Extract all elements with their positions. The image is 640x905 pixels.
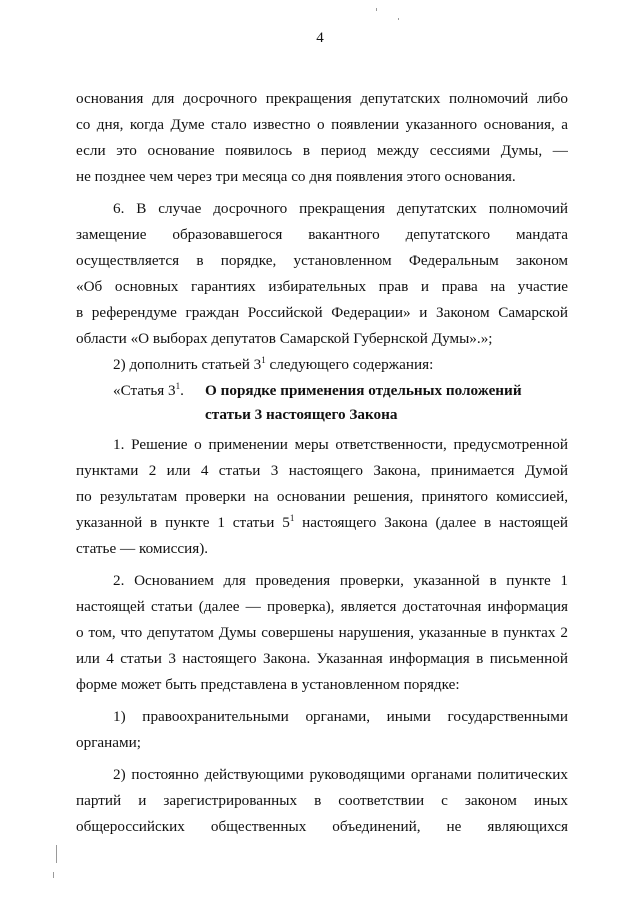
- text-line: о том, что депутатом Думы совершены нарушения, указанные в пунктах 2: [76, 624, 568, 641]
- text-line: общероссийских общественных объединений, не являющихся: [76, 818, 568, 835]
- article-point-1: [76, 432, 568, 562]
- paragraph-continuation: [76, 86, 568, 190]
- scan-speck: [53, 872, 54, 878]
- text-line: в референдуме граждан Российской Федерации» и Законом Самарской: [76, 304, 568, 321]
- text-line: 1) правоохранительными органами, иными государственными: [113, 708, 568, 725]
- scan-speck: [56, 845, 57, 863]
- text-line: настоящей статьи (далее — проверка), является достаточная информация: [76, 598, 568, 615]
- text-line: 1. Решение о применении меры ответственности, предусмотренной: [113, 436, 568, 453]
- text-line: 2) дополнить статьей $3^1$ следующего содержания:: [113, 355, 434, 373]
- text-line: статье — комиссия).: [76, 540, 209, 557]
- document-body: [76, 86, 568, 840]
- text-line: пунктами 2 или 4 статьи 3 настоящего Закона, принимается Думой: [76, 462, 568, 479]
- text-line: органами;: [76, 734, 141, 751]
- paragraph-item-6: [76, 196, 568, 352]
- scan-speck: [376, 8, 377, 11]
- text-line: или 4 статьи 3 настоящего Закона. Указанная информация в письменной: [76, 650, 568, 667]
- subpoint-2: [76, 762, 568, 840]
- text-line: форме может быть представлена в установленном порядке:: [76, 676, 460, 693]
- amendment-item-2: [76, 352, 568, 378]
- subpoint-1: [76, 704, 568, 756]
- text-line: со дня, когда Думе стало известно о появлении указанного основания, а: [76, 116, 568, 133]
- article-title: О порядке применения отдельных положений: [205, 382, 522, 399]
- text-line: 2. Основанием для проведения проверки, указанной в пункте 1: [113, 572, 568, 589]
- scan-speck: [398, 18, 399, 20]
- article-point-2: [76, 568, 568, 698]
- text-line: основания для досрочного прекращения депутатских полномочий либо: [76, 90, 568, 107]
- text-line: если это основание появилось в период между сессиями Думы, —: [76, 142, 568, 159]
- text-line: по результатам проверки на основании решения, принятого комиссией,: [76, 488, 568, 505]
- article-heading: [76, 378, 568, 426]
- article-heading-line: [76, 378, 568, 402]
- text-line: не позднее чем через три месяца со дня появления этого основания.: [76, 168, 516, 185]
- text-line: партий и зарегистрированных в соответствии с законом иных: [76, 792, 568, 809]
- text-line: указанной в пункте 1 статьи $5^1$ настоящего Закона (далее в настоящей: [76, 513, 568, 531]
- article-title-continued: статьи 3 настоящего Закона: [205, 406, 398, 423]
- article-label: «Статья $3^1$.: [113, 381, 184, 399]
- text-line: 6. В случае досрочного прекращения депутатских полномочий: [113, 200, 568, 217]
- text-line: «Об основных гарантиях избирательных прав и права на участие: [76, 278, 568, 295]
- text-line: области «О выборах депутатов Самарской Губернской Думы».»;: [76, 330, 493, 347]
- text-line: осуществляется в порядке, установленном Федеральным законом: [76, 252, 568, 269]
- text-line: замещение образовавшегося вакантного депутатского мандата: [76, 226, 568, 243]
- text-line: 2) постоянно действующими руководящими органами политических: [113, 766, 568, 783]
- page-number: 4: [316, 30, 324, 46]
